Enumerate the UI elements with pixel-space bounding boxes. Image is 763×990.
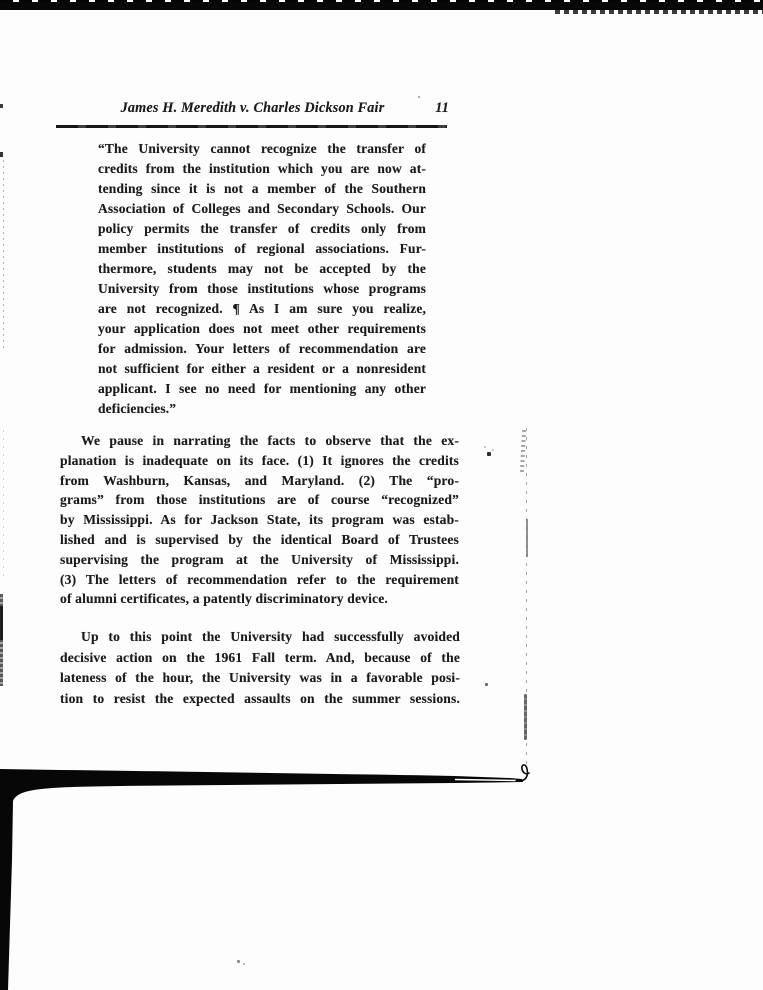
body-line: Up to this point the University had successfully avoided bbox=[81, 629, 460, 644]
body-line: by Mississippi. As for Jackson State, its program was estab- bbox=[60, 512, 459, 528]
quote-line: tending since it is not a member of the Southern bbox=[98, 181, 426, 196]
body-line: supervising the program at the University of Mississippi. bbox=[60, 551, 459, 567]
scan-left-tick bbox=[0, 152, 3, 157]
quote-line: not sufficient for either a resident or a nonresident bbox=[98, 361, 426, 376]
block-quotation bbox=[98, 139, 426, 419]
page-number: 11 bbox=[435, 100, 449, 116]
body-line: We pause in narrating the facts to observe that the ex- bbox=[81, 433, 459, 448]
quote-line: are not recognized. ¶ As I am sure you realize, bbox=[98, 301, 426, 316]
ink-speck bbox=[485, 683, 488, 686]
quote-line: your application does not meet other requirements bbox=[98, 321, 426, 336]
body-line: tion to resist the expected assaults on the summer sessions. bbox=[60, 690, 460, 706]
case-title: James H. Meredith v. Charles Dickson Fair bbox=[120, 100, 385, 116]
body-line: lished and is supervised by the identical Board of Trustees bbox=[60, 531, 459, 547]
quote-line: deficiencies.” bbox=[98, 401, 177, 416]
header-rule bbox=[56, 125, 447, 128]
book-gutter-blotch bbox=[524, 694, 527, 740]
body-line: from Washburn, Kansas, and Maryland. (2) The “pro- bbox=[60, 472, 459, 488]
ink-speck bbox=[418, 96, 420, 98]
book-gutter-solid-segment bbox=[526, 519, 528, 557]
ink-speck bbox=[484, 446, 486, 448]
quote-line: applicant. I see no need for mentioning any other bbox=[98, 381, 426, 396]
body-line: (3) The letters of recommendation refer to the requirement bbox=[60, 571, 459, 587]
scan-left-tick bbox=[0, 104, 3, 108]
body-line: grams” from those institutions are of course “recognized” bbox=[60, 492, 459, 508]
ink-speck bbox=[487, 452, 491, 456]
quote-line: “The University cannot recognize the transfer of bbox=[98, 141, 426, 156]
scan-left-dotted-line bbox=[3, 160, 4, 352]
body-line: planation is inadequate on its face. (1) It ignores the credits bbox=[60, 452, 459, 468]
running-header bbox=[57, 100, 448, 120]
body-paragraph bbox=[60, 627, 460, 709]
body-line: decisive action on the 1961 Fall term. And, because of the bbox=[60, 649, 460, 665]
body-paragraph bbox=[60, 431, 459, 609]
quote-line: credits from the institution which you are now at- bbox=[98, 161, 426, 176]
quote-line: University from those institutions whose programs bbox=[98, 281, 426, 296]
scan-left-blotch-core bbox=[0, 606, 3, 640]
scan-left-dotted-line bbox=[3, 430, 4, 580]
quote-line: for admission. Your letters of recommendation are bbox=[98, 341, 426, 356]
quote-line: policy permits the transfer of credits only from bbox=[98, 221, 426, 236]
ink-speck bbox=[492, 449, 494, 451]
body-line: lateness of the hour, the University was in a favorable posi- bbox=[60, 670, 460, 686]
ink-speck bbox=[243, 963, 245, 965]
quote-line: Association of Colleges and Secondary Schools. Our bbox=[98, 201, 426, 216]
body-line: of alumni certificates, a patently discriminatory device. bbox=[60, 591, 388, 607]
ink-speck bbox=[237, 960, 240, 963]
quote-line: thermore, students may not be accepted by the bbox=[98, 261, 426, 276]
quote-line: member institutions of regional associations. Fur- bbox=[98, 241, 426, 256]
